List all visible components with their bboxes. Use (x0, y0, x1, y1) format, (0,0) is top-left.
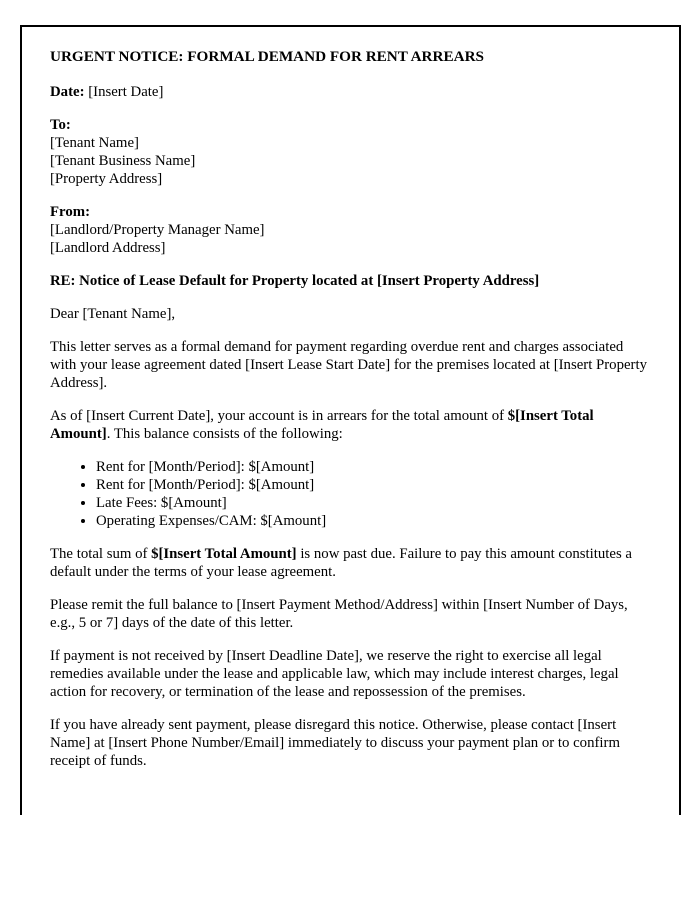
charge-item-rent-1: • Rent for [Month/Period]: $[Amount] (96, 458, 649, 476)
arrears-text-post: . This balance consists of the following: (106, 426, 343, 442)
letter-title: URGENT NOTICE: FORMAL DEMAND FOR RENT ARREARS (50, 48, 485, 65)
charge-item-rent-2: • Rent for [Month/Period]: $[Amount] (96, 476, 649, 494)
re-line: RE: Notice of Lease Default for Property located at [Insert Property Address] (50, 273, 540, 289)
paragraph-remedies: If payment is not received by [Insert Deadline Date], we reserve the right to exercise all legal remedies available under the lease and applicable law, which may include interest charges, legal action for recovery, or termination of the lease and repossession of the premises. (50, 648, 619, 700)
salutation: Dear [Tenant Name], (50, 306, 176, 322)
date-label: Date: (50, 84, 85, 100)
paragraph-total-due (50, 545, 649, 581)
date-line (50, 83, 649, 101)
arrears-total-amount: $[Insert Total Amount] (50, 408, 594, 442)
from-label: From: (50, 204, 90, 220)
total-amount: $[Insert Total Amount] (151, 546, 297, 562)
date-value: [Insert Date] (84, 84, 164, 100)
property-address: [Property Address] (50, 171, 163, 187)
tenant-business-name: [Tenant Business Name] (50, 153, 196, 169)
to-label: To: (50, 117, 71, 133)
paragraph-intro: This letter serves as a formal demand for payment regarding overdue rent and charges associated with your lease agreement dated [Insert Lease Start Date] for the premises located at [Insert Property Address]. (50, 339, 647, 391)
landlord-name: [Landlord/Property Manager Name] (50, 222, 265, 238)
paragraph-remit: Please remit the full balance to [Insert Payment Method/Address] within [Insert Number of Days, e.g., 5 or 7] days of the date of this letter. (50, 597, 628, 631)
recipient-block (50, 116, 649, 188)
landlord-address: [Landlord Address] (50, 240, 166, 256)
sender-block (50, 203, 649, 257)
charge-item-cam: • Operating Expenses/CAM: $[Amount] (96, 512, 649, 530)
tenant-name: [Tenant Name] (50, 135, 139, 151)
paragraph-contact: If you have already sent payment, please disregard this notice. Otherwise, please contact [Insert Name] at [Insert Phone Number/Email] immediately to discuss your payment plan or to confirm receipt of funds. (50, 717, 620, 769)
letter-document (20, 25, 681, 815)
total-text-pre: The total sum of (50, 546, 152, 562)
charge-item-late-fees: • Late Fees: $[Amount] (96, 494, 649, 512)
charges-list (50, 458, 649, 530)
total-text-post: is now past due. Failure to pay this amount constitutes a default under the terms of your lease agreement. (50, 546, 632, 580)
arrears-text-pre: As of [Insert Current Date], your account is in arrears for the total amount of (50, 408, 508, 424)
paragraph-arrears (50, 407, 649, 443)
